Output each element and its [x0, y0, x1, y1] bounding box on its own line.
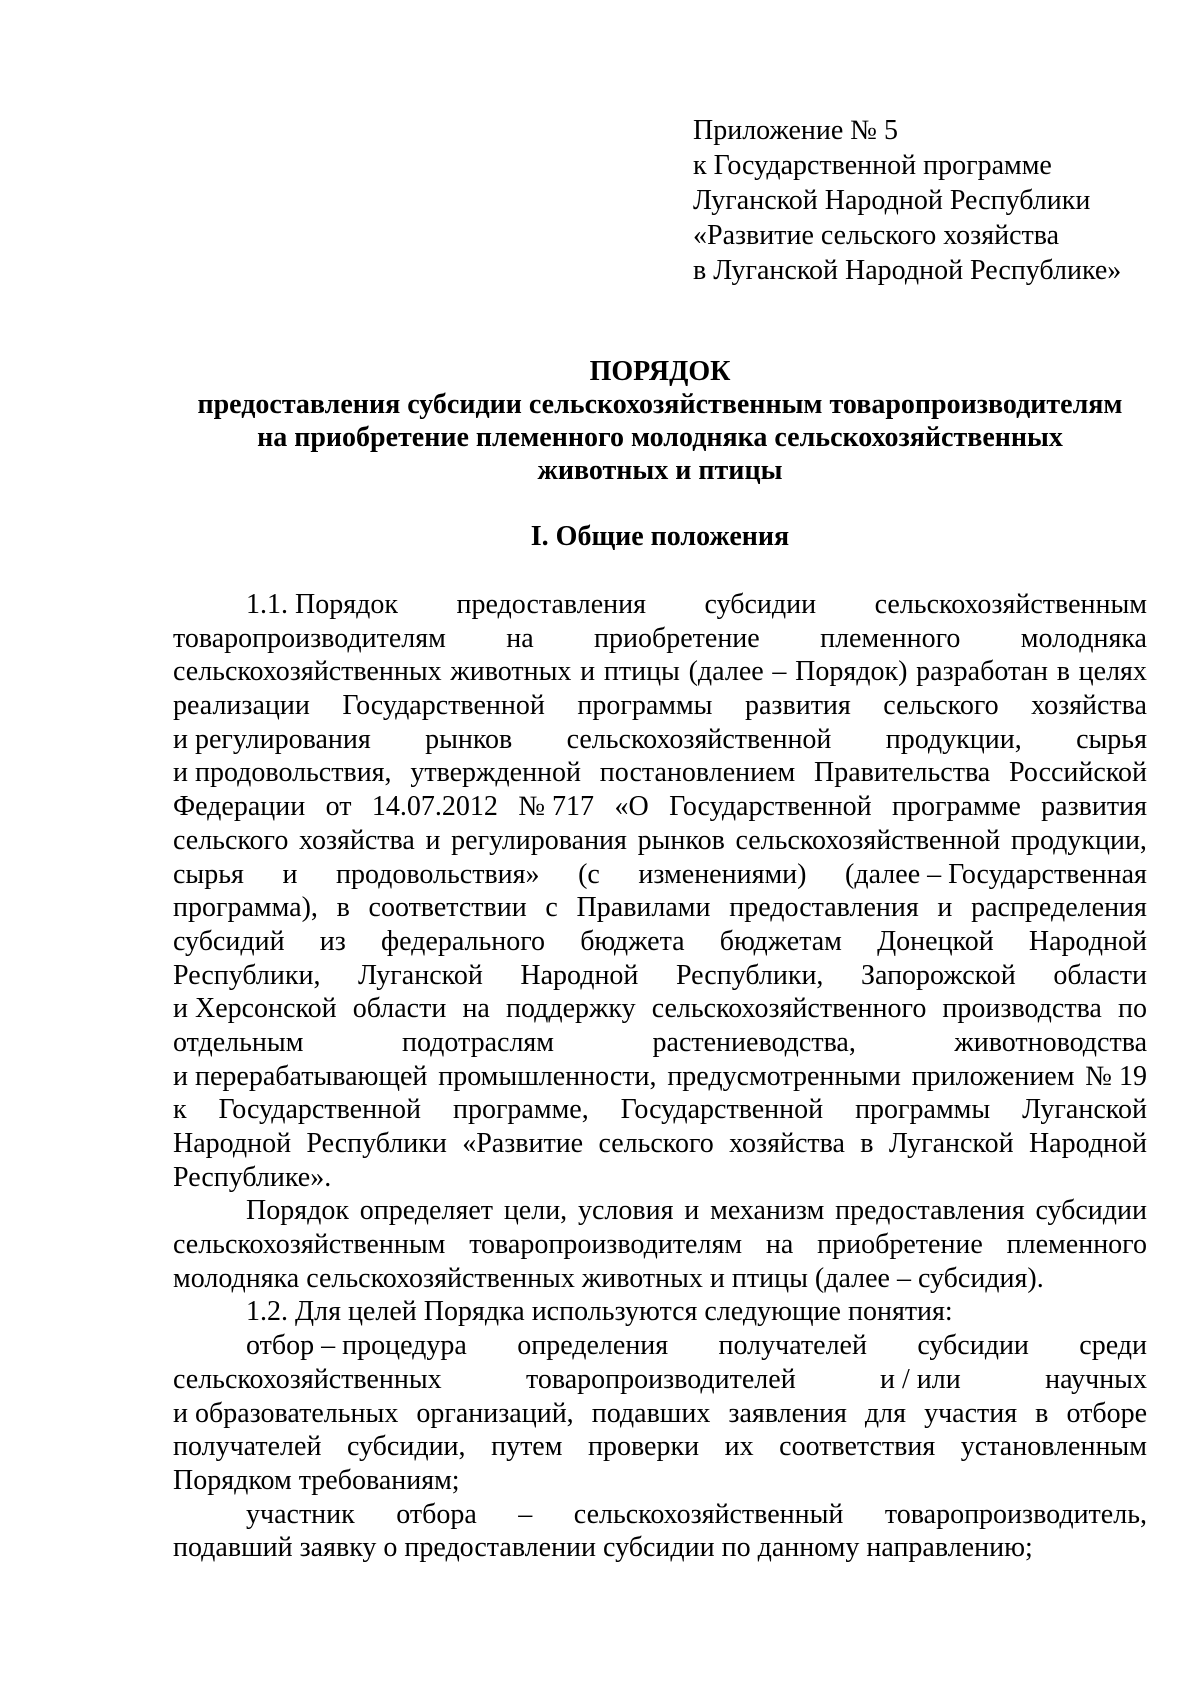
body-line	[173, 1194, 1147, 1228]
body-word: Народной	[1028, 925, 1147, 957]
body-line	[173, 1397, 1147, 1431]
body-word: товаропроизводителям	[469, 1229, 743, 1261]
body-word: (с	[578, 858, 600, 890]
body-word: сельского	[173, 824, 289, 856]
body-line	[173, 1498, 1147, 1532]
body-word: отдельным	[173, 1026, 304, 1058]
body-word: механизм	[710, 1195, 825, 1227]
body-word: и / или	[880, 1363, 961, 1395]
body-word: хозяйства	[1031, 690, 1147, 722]
body-word: Луганской	[358, 959, 483, 991]
body-word: Российской	[1009, 757, 1147, 789]
body-word: с	[545, 892, 558, 924]
body-word: отборе	[1066, 1397, 1147, 1429]
body-word: –	[518, 1498, 533, 1530]
body-word: № 717	[518, 791, 595, 823]
appendix-line: Луганской Народной Республики	[693, 185, 1091, 216]
body-word: заявления	[728, 1397, 847, 1429]
body-word: предоставления	[835, 1195, 1025, 1227]
body-word: сельскохозяйственной	[566, 723, 832, 755]
body-word: Народной	[520, 959, 639, 991]
body-word: сельскохозяйственный	[573, 1498, 844, 1530]
body-word: целях	[1078, 656, 1147, 688]
body-word: подавший заявку о предоставлении субсидии по данному направлению;	[173, 1532, 1033, 1564]
body-word: № 19	[1085, 1060, 1147, 1092]
body-word: предусмотренными	[667, 1060, 901, 1092]
body-line	[173, 1329, 1147, 1363]
body-line	[173, 1430, 1147, 1464]
body-word: соответствии	[368, 892, 527, 924]
body-word: Правилами	[576, 892, 711, 924]
body-word: подавших	[591, 1397, 711, 1429]
body-word: цели,	[503, 1195, 568, 1227]
body-word: сельского	[883, 690, 999, 722]
body-word: Запорожской	[860, 959, 1016, 991]
body-word: организаций,	[416, 1397, 574, 1429]
body-word: среди	[1079, 1330, 1147, 1362]
body-line	[173, 689, 1147, 723]
body-word: путем	[491, 1431, 563, 1463]
body-word: Народной	[1028, 1128, 1147, 1159]
body-line	[173, 891, 1147, 925]
body-word: и продовольствия,	[173, 757, 392, 789]
body-word: подотраслям	[401, 1026, 555, 1058]
body-word: 1.1. Порядок	[246, 589, 398, 620]
body-word: разработан	[916, 656, 1048, 688]
body-word: товаропроизводителям	[173, 622, 446, 654]
body-word: поддержку	[505, 993, 636, 1025]
body-word: реализации	[173, 690, 310, 722]
body-line	[173, 1363, 1147, 1397]
body-word: Луганской	[1022, 1094, 1147, 1126]
body-word: растениеводства,	[652, 1026, 856, 1058]
body-word: продукции,	[1010, 824, 1147, 856]
body-word: к	[173, 1094, 187, 1126]
body-word: получателей	[173, 1431, 322, 1463]
body-line	[173, 992, 1147, 1026]
body-word: их	[724, 1431, 754, 1463]
body-word: отбора	[396, 1498, 477, 1530]
body-word: утвержденной	[410, 757, 582, 789]
body-word: изменениями)	[638, 858, 807, 890]
body-word: животных	[450, 656, 572, 688]
body-word: субсидии	[917, 1330, 1029, 1362]
body-word: и	[425, 824, 441, 856]
body-word: Порядком требованиям;	[173, 1464, 460, 1496]
body-word: сельскохозяйственных	[173, 1363, 442, 1395]
body-word: установленным	[960, 1431, 1147, 1463]
body-line	[173, 1262, 1147, 1296]
body-word: и	[282, 858, 298, 890]
body-word: производства	[942, 993, 1102, 1025]
body-line	[173, 723, 1147, 757]
body-word: Государственной	[218, 1094, 422, 1126]
body-word: «О	[614, 791, 649, 823]
body-word: отбор – процедура	[246, 1330, 467, 1362]
body-word: молодняка	[1020, 622, 1147, 654]
body-line	[173, 756, 1147, 790]
body-word: субсидии	[704, 589, 817, 620]
body-word: научных	[1045, 1363, 1147, 1395]
body-word: области	[1053, 959, 1147, 991]
body-word: и	[580, 656, 596, 688]
body-word: животноводства	[954, 1026, 1147, 1058]
body-word: регулирования	[451, 824, 627, 856]
body-word: сельского	[598, 1128, 714, 1159]
body-word: предоставления	[729, 892, 919, 924]
body-word: постановлением	[599, 757, 796, 789]
body-word: Донецкой	[877, 925, 994, 957]
body-word: сельскохозяйственным	[173, 1229, 446, 1261]
body-word: программе	[892, 791, 1021, 823]
body-word: участия	[924, 1397, 1018, 1429]
body-word: программе,	[452, 1094, 589, 1126]
body-word: по	[1117, 993, 1147, 1025]
body-word: условия	[578, 1195, 674, 1227]
body-line	[173, 1060, 1147, 1094]
body-line	[173, 824, 1147, 858]
body-word: Государственной	[342, 690, 545, 722]
body-word: (далее	[688, 656, 764, 688]
body-word: развития	[1041, 791, 1147, 823]
body-word: товаропроизводитель,	[884, 1498, 1147, 1530]
body-word: определяет	[359, 1195, 493, 1227]
body-word: в	[336, 892, 350, 924]
body-word: –	[772, 656, 787, 688]
appendix-line: в Луганской Народной Республике»	[693, 255, 1122, 286]
body-word: и регулирования	[173, 723, 371, 755]
body-word: продукции,	[885, 723, 1022, 755]
appendix-line: «Развитие сельского хозяйства	[693, 220, 1060, 251]
body-line	[173, 790, 1147, 824]
body-word: и	[684, 1195, 700, 1227]
body-word: предоставления	[456, 589, 647, 620]
body-line	[173, 858, 1147, 892]
section-heading: I. Общие положения	[530, 521, 790, 552]
body-word: Государственной	[669, 791, 872, 823]
body-text	[173, 588, 1147, 1565]
body-word: молодняка сельскохозяйственных животных и птицы (далее – субсидия).	[173, 1262, 1044, 1294]
body-word: приобретение	[817, 1229, 983, 1261]
body-word: Государственной	[620, 1094, 824, 1126]
body-word: и	[937, 892, 953, 924]
title-line: ПОРЯДОК	[589, 356, 731, 387]
body-word: «Развитие	[462, 1128, 584, 1159]
body-word: на	[462, 993, 490, 1025]
body-line	[173, 1228, 1147, 1262]
body-word: приобретение	[594, 622, 760, 654]
body-word: в	[860, 1128, 874, 1159]
body-word: программа),	[173, 892, 318, 924]
body-word: области	[352, 993, 447, 1025]
appendix-note	[693, 113, 1121, 288]
body-word: в	[1056, 656, 1070, 688]
body-word: Республике».	[173, 1161, 332, 1193]
body-line	[173, 1531, 1147, 1565]
body-word: на	[506, 622, 534, 654]
body-word: сырья	[173, 858, 244, 890]
title-line: предоставления субсидии сельскохозяйственным товаропроизводителям	[197, 389, 1123, 420]
body-word: получателей	[718, 1330, 867, 1362]
body-word: субсидий	[173, 925, 285, 957]
body-word: рынков	[425, 723, 513, 755]
body-word: Порядок	[246, 1195, 349, 1227]
body-word: Республики	[306, 1128, 447, 1159]
body-word: племенного	[1006, 1229, 1147, 1261]
body-word: от	[325, 791, 352, 823]
body-word: сельскохозяйственных	[173, 656, 442, 688]
body-word: Правительства	[814, 757, 991, 789]
body-word: рынков	[637, 824, 725, 856]
body-word: субсидии,	[346, 1431, 466, 1463]
body-line	[173, 1295, 1147, 1329]
body-word: соответствия	[779, 1431, 936, 1463]
title-line: на приобретение племенного молодняка сельскохозяйственных	[257, 422, 1063, 453]
body-word: Федерации	[173, 791, 306, 823]
body-word: хозяйства	[299, 824, 415, 856]
body-line	[173, 925, 1147, 959]
body-line	[173, 1026, 1147, 1060]
body-word: Луганской	[888, 1128, 1014, 1159]
appendix-line: к Государственной программе	[693, 150, 1052, 181]
appendix-line: Приложение № 5	[693, 115, 898, 146]
body-word: промышленности,	[438, 1060, 657, 1092]
body-word: (далее – Государственная	[845, 858, 1147, 890]
body-word: программы	[577, 690, 713, 722]
title-line: животных и птицы	[537, 455, 783, 486]
body-word: развития	[745, 690, 851, 722]
body-word: 1.2. Для целей Порядка используются следующие понятия:	[246, 1296, 953, 1328]
body-line	[173, 959, 1147, 993]
body-word: проверки	[588, 1431, 700, 1463]
body-word: племенного	[820, 622, 961, 654]
body-word: товаропроизводителей	[526, 1363, 796, 1395]
body-line	[173, 622, 1147, 656]
body-word: сельскохозяйственным	[874, 589, 1147, 620]
body-word: субсидии	[1035, 1195, 1147, 1227]
body-line	[173, 1127, 1147, 1161]
document-title	[173, 355, 1147, 487]
body-word: участник	[246, 1498, 355, 1530]
body-word: программы	[855, 1094, 991, 1126]
body-line	[173, 1464, 1147, 1498]
body-line	[173, 1161, 1147, 1195]
body-word: птицы	[603, 656, 680, 688]
body-word: из	[319, 925, 346, 957]
body-word: 14.07.2012	[371, 791, 498, 823]
body-line	[173, 655, 1147, 689]
body-word: продовольствия»	[335, 858, 540, 890]
body-line	[173, 1093, 1147, 1127]
body-word: и перерабатывающей	[173, 1060, 428, 1092]
body-word: Народной	[173, 1128, 292, 1159]
body-word: и образовательных	[173, 1397, 399, 1429]
body-word: Республики,	[675, 959, 824, 991]
body-word: распределения	[971, 892, 1147, 924]
body-word: бюджетам	[719, 925, 842, 957]
body-word: для	[864, 1397, 907, 1429]
body-word: на	[765, 1229, 794, 1261]
body-word: Порядок)	[795, 656, 908, 688]
body-word: сельскохозяйственного	[651, 993, 927, 1025]
body-word: Республики,	[173, 959, 321, 991]
body-word: приложением	[911, 1060, 1075, 1092]
body-line	[173, 588, 1147, 622]
body-word: в	[1035, 1397, 1049, 1429]
body-word: определения	[517, 1330, 669, 1362]
body-word: сельскохозяйственной	[735, 824, 1001, 856]
body-word: и Херсонской	[173, 993, 337, 1025]
body-word: бюджета	[580, 925, 685, 957]
body-word: хозяйства	[729, 1128, 845, 1159]
body-word: сырья	[1076, 723, 1147, 755]
body-word: федерального	[380, 925, 546, 957]
